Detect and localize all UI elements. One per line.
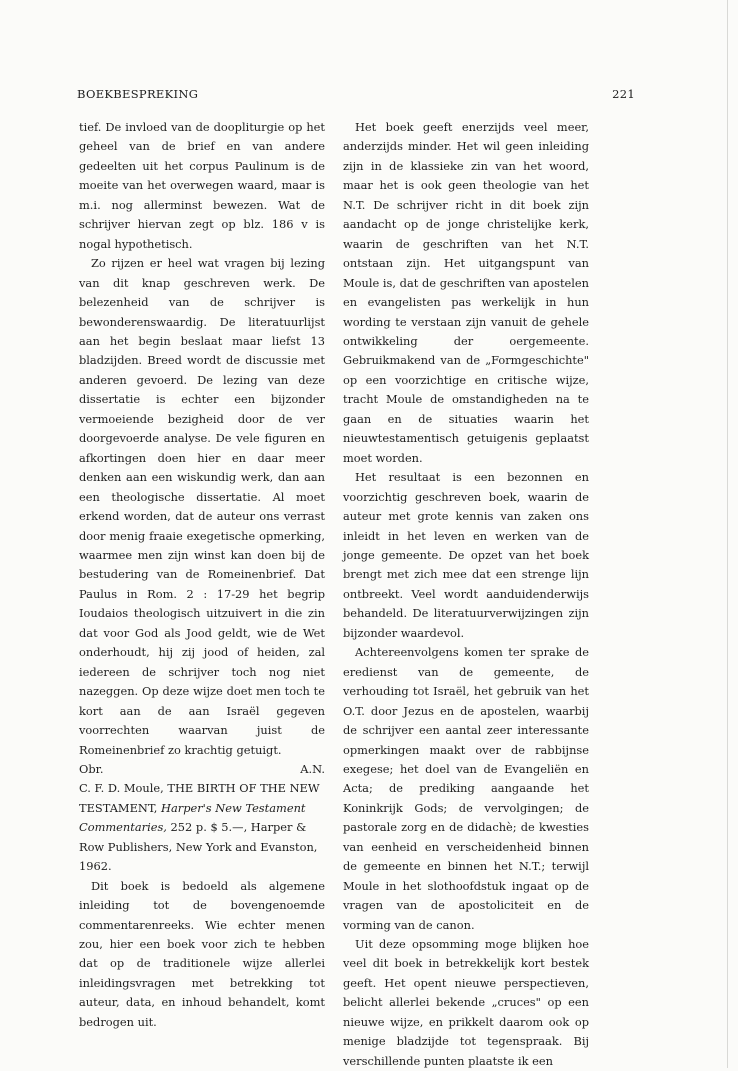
page-edge [727, 0, 728, 1068]
paragraph: Het resultaat is een bezonnen en voorzichtig geschreven boek, waarin de auteur met grote kennis van zaken ons inleidt in het leven en werken van de jonge gemeente. De opzet van het boek brengt met zich mee dat een strenge lijn ontbreekt. Veel wordt aanduidenderwijs behandeld. De literatuurverwijzingen zijn bijzonder waardevol. [343, 470, 589, 640]
paragraph: Uit deze opsomming moge blijken hoe veel dit boek in betrekkelijk kort bestek geeft. Het opent nieuwe perspectieven, belicht allerlei bekende „cruces" op een nieuwe wijze, en prikkelt daarom ook op menige bladzijde tot tegenspraak. Bij verschillende punten plaatste ik een [343, 937, 589, 1068]
book-citation [79, 779, 325, 876]
signature-line [79, 760, 325, 779]
page-number: 221 [612, 87, 635, 101]
paragraph: Dit boek is bedoeld als algemene inleiding tot de bovengenoemde commentarenreeks. Wie echter menen zou, hier een boek voor zich te hebben dat op de traditionele wijze allerlei inleidingsvragen met betrekking tot auteur, data, en inhoud behandelt, komt bedrogen uit. [79, 878, 325, 1029]
running-title: BOEKBESPREKING [77, 87, 199, 101]
paragraph: tief. De invloed van de doopliturgie op het geheel van de brief en van andere gedeelten uit het corpus Paulinum is de moeite van het overwegen waard, maar is m.i. nog allerminst bewezen. Wat de schrijver hiervan zegt op blz. 186 v is nogal hypothetisch. [79, 120, 325, 251]
paragraph: Zo rijzen er heel wat vragen bij lezing van dit knap geschreven werk. De belezenheid van de schrijver is bewonderenswaardig. De literatuurlijst aan het begin beslaat maar liefst 13 bladzijden. Breed wordt de discussie met anderen gevoerd. De lezing van deze dissertatie is echter een bijzonder vermoeiende bezigheid door de ver doorgevoerde analyse. De vele figuren en afkortingen doen hier en daar meer denken aan een wiskundig werk, dan aan een theologische dissertatie. Al moet erkend worden, dat de auteur ons verrast door menig fraaie exegetische opmerking, waarmee men zijn winst kan doen bij de bestudering van de Romeinenbrief. Dat Paulus in Rom. 2 : 17-29 het begrip Ioudaios theologisch uitzuivert in die zin dat voor God als Jood geldt, wie de Wet onderhoudt, hij zij jood of heiden, zal iedereen de schrijver toch nog niet nazeggen. Op deze wijze doet men toch te kort aan de aan Israël gegeven voorrechten waarvan juist de Romeinenbrief zo krachtig getuigt. [79, 256, 325, 757]
citation-series: Harper's New Testament Commentaries, [79, 800, 306, 835]
right-column [343, 118, 589, 1071]
signature-initials: A.N. [300, 761, 325, 776]
citation-author-title: C. F. D. Moule, THE BIRTH OF THE NEW TESTAMENT, [79, 781, 320, 815]
left-column [79, 118, 325, 1032]
paragraph: Het boek geeft enerzijds veel meer, anderzijds minder. Het wil geen inleiding zijn in de klassieke zin van het woord, maar het is ook geen theologie van het N.T. De schrijver richt in dit boek zijn aandacht op de jonge christelijke kerk, waarin de geschriften van het N.T. ontstaan zijn. Het uitgangspunt van Moule is, dat de geschriften van apostelen en evangelisten pas werkelijk in hun wording te verstaan zijn vanuit de gehele ontwikkeling der oergemeente. Gebruikmakend van de „Formgeschichte" op een voorzichtige en critische wijze, tracht Moule de omstandigheden na te gaan en de situaties waarin het nieuwtestamentisch getuigenis geplaatst moet worden. [343, 120, 589, 465]
paragraph: Achtereenvolgens komen ter sprake de eredienst van de gemeente, de verhouding tot Israël, het gebruik van het O.T. door Jezus en de apostelen, waarbij de schrijver een aantal zeer interessante opmerkingen maakt over de rabbijnse exegese; het doel van de Evangeliën en Acta; de prediking aangaande het Koninkrijk Gods; de vervolgingen; de pastorale zorg en de didachè; de kwesties van eenheid en verscheidenheid binnen de gemeente en binnen het N.T.; terwijl Moule in het slothoofdstuk ingaat op de vragen van de apostoliciteit en de vorming van de canon. [343, 645, 589, 932]
signature-place: Obr. [79, 761, 104, 776]
citation-publication: 252 p. $ 5.—, Harper & Row Publishers, New York and Evanston, 1962. [79, 820, 318, 874]
